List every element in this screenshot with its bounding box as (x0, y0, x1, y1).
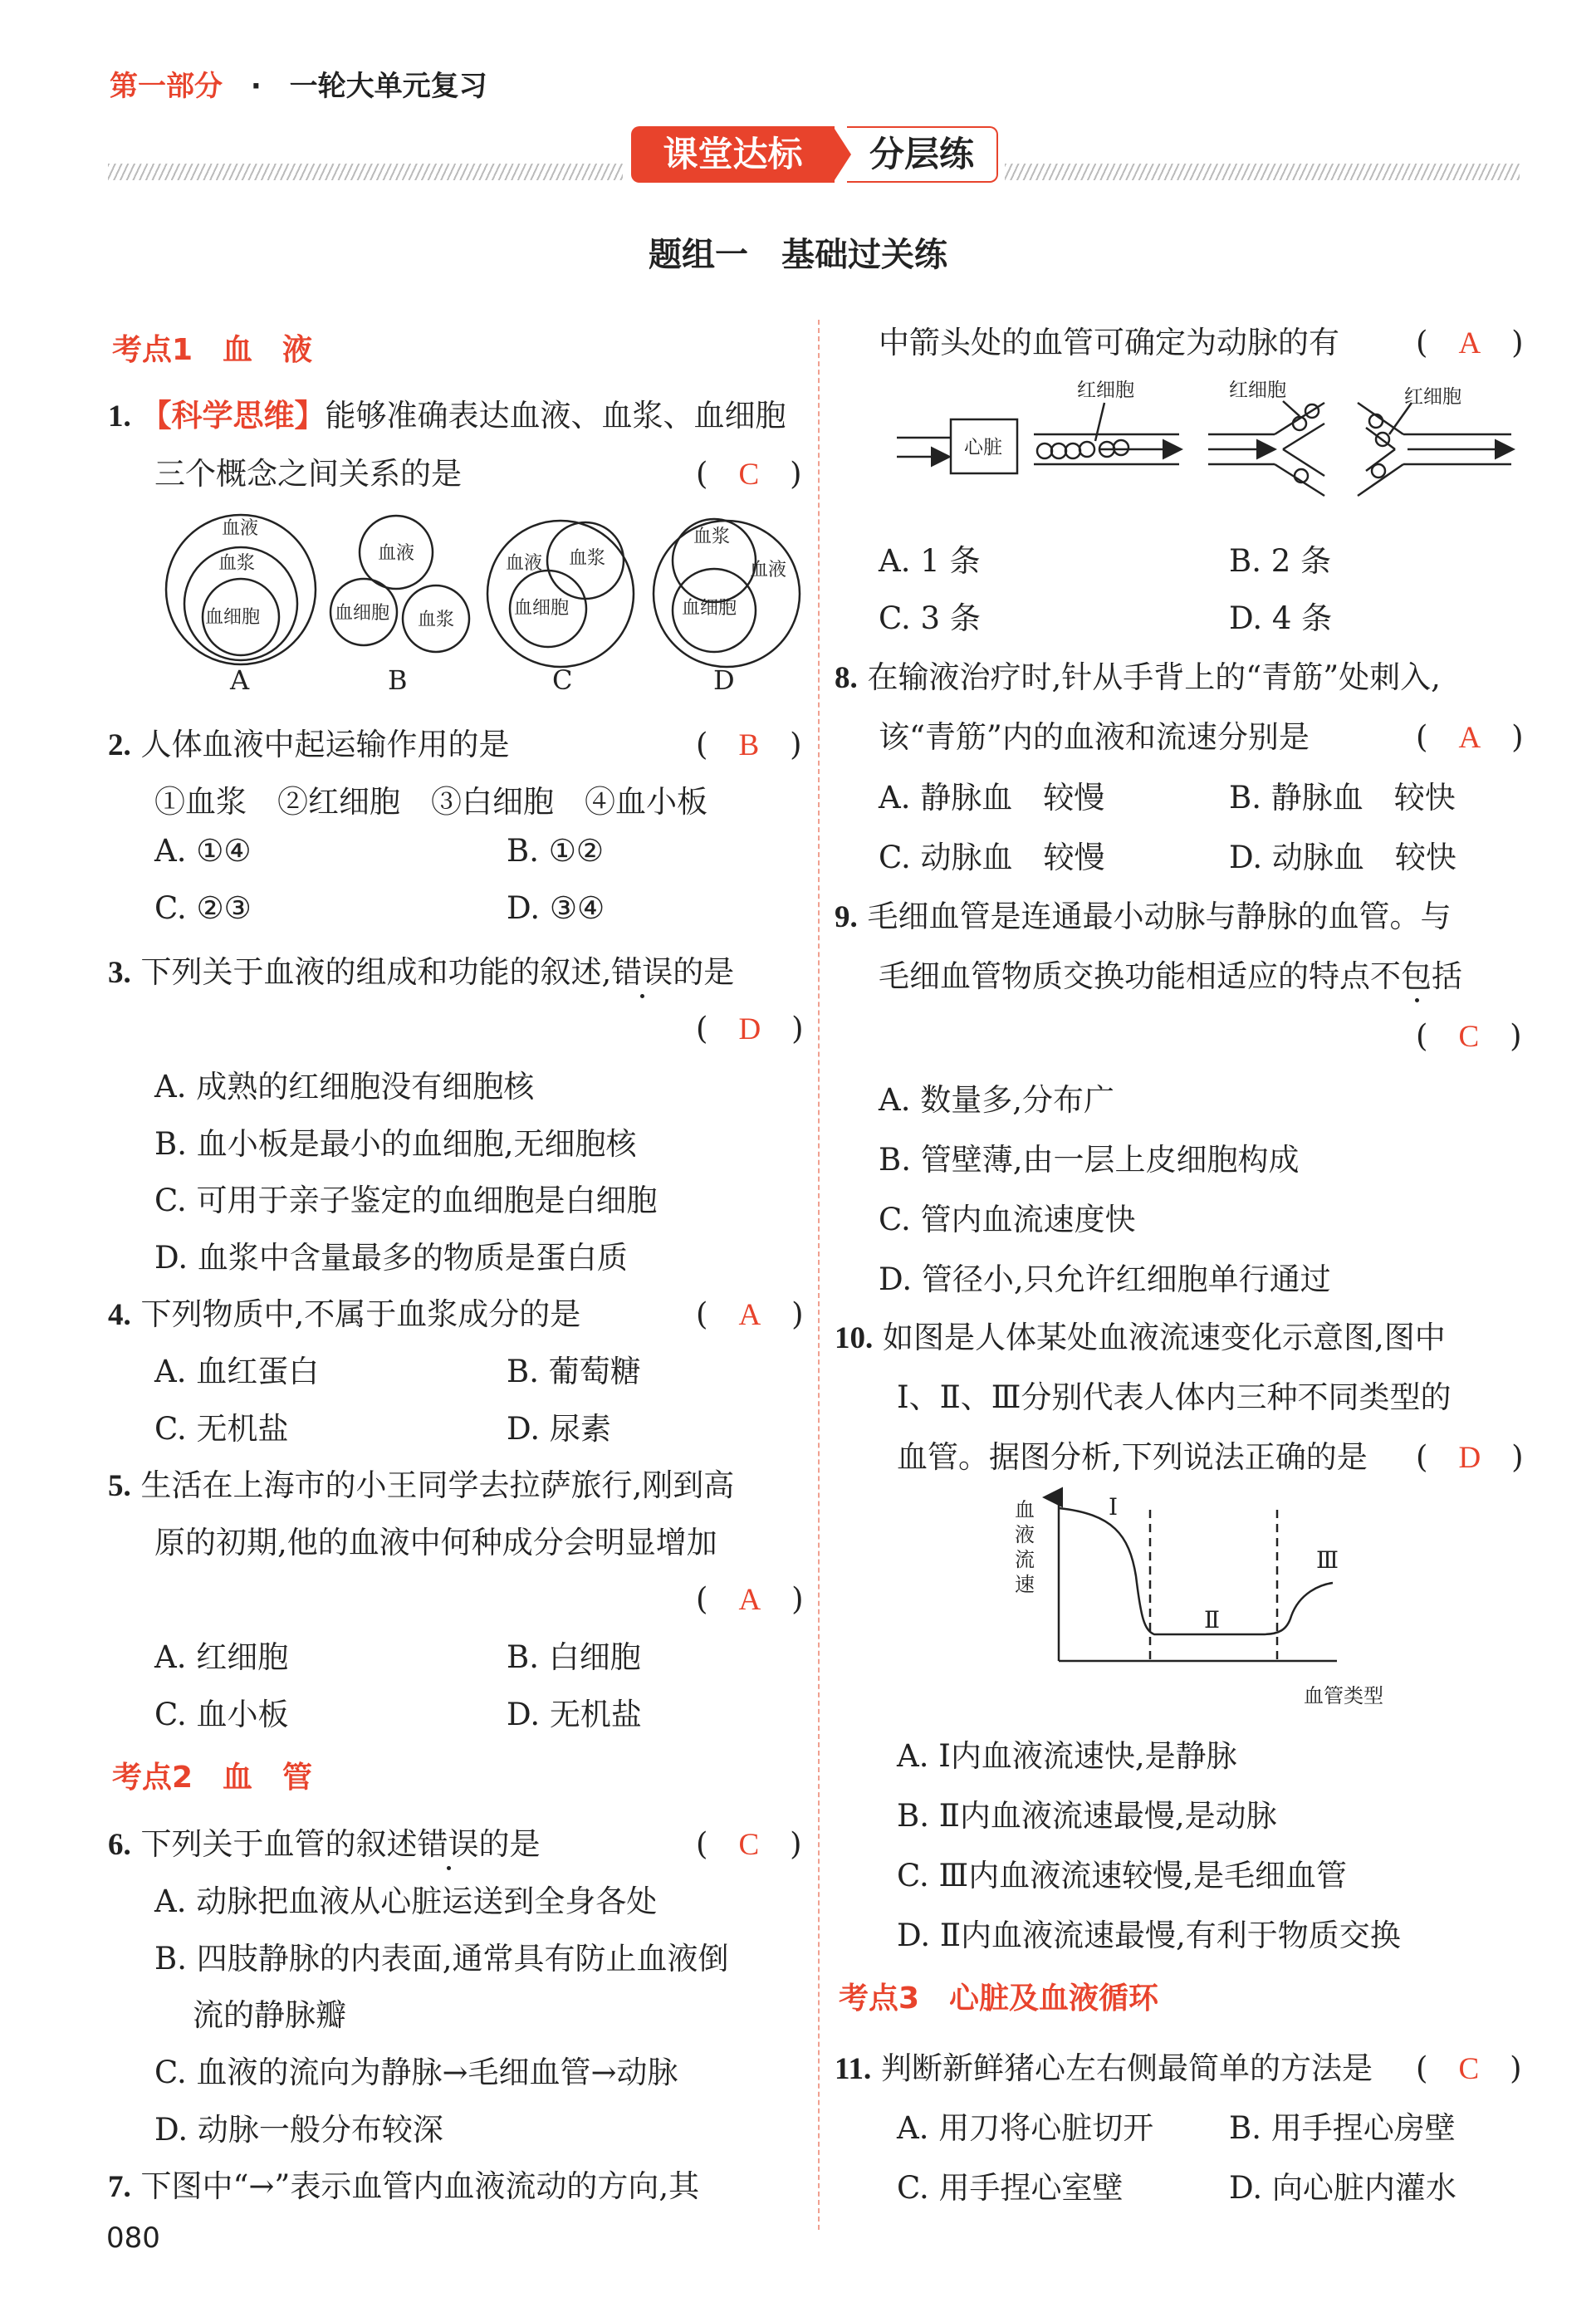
q10-line2: Ⅰ、Ⅱ、Ⅲ分别代表人体内三种不同类型的 (897, 1379, 1452, 1415)
venn-label-d: D (713, 664, 735, 696)
q4-option-a: A. 血红蛋白 (154, 1354, 320, 1389)
q2-option-b: B. ①② (507, 833, 605, 869)
q5-option-b: B. 白细胞 (507, 1639, 641, 1675)
q10-answer: ( D ) (1416, 1439, 1524, 1475)
q11-option-a: A. 用刀将心脏切开 (897, 2110, 1154, 2146)
q10-ylabel-1: 血 (1015, 1498, 1035, 1521)
q7-rbc-label-2: 红细胞 (1077, 380, 1134, 401)
q3-option-b: B. 血小板是最小的血细胞,无细胞核 (154, 1126, 637, 1162)
q5-option-d: D. 无机盐 (507, 1697, 642, 1732)
q7-vessel4-branch4 (1366, 449, 1395, 471)
q10-ylabel-2: 液 (1015, 1523, 1035, 1546)
q7-heart-label: 心脏 (964, 437, 1002, 458)
banner-hatch-left (108, 164, 623, 180)
q6-option-b: B. 四肢静脉的内表面,通常具有防止血液倒 (154, 1941, 729, 1977)
banner-left: 课堂达标 (631, 126, 835, 183)
venn-b-plasma: 血浆 (418, 610, 455, 630)
q2-stem: 2. 人体血液中起运输作用的是 (108, 727, 510, 762)
q6-option-b-cont: 流的静脉瓣 (193, 1997, 346, 2033)
q11-answer: ( C ) (1416, 2050, 1522, 2086)
q3-option-a: A. 成熟的红细胞没有细胞核 (154, 1069, 535, 1105)
q6-option-c: C. 血液的流向为静脉→毛细血管→动脉 (154, 2055, 678, 2090)
q5-line2: 原的初期,他的血液中何种成分会明显增加 (154, 1525, 717, 1560)
q10-seg-2: Ⅱ (1204, 1606, 1221, 1634)
venn-c-blood: 血液 (506, 553, 543, 574)
q5-option-c: C. 血小板 (154, 1697, 289, 1732)
venn-label-a: A (230, 664, 250, 696)
q7-line2: 中箭头处的血管可确定为动脉的有 (879, 325, 1339, 360)
q8-answer: ( A ) (1416, 719, 1524, 755)
q10-option-c: C. Ⅲ内血液流速较慢,是毛细血管 (897, 1858, 1347, 1893)
q6-stem: 6. 下列关于血管的叙述错误的是 (108, 1826, 541, 1862)
q8-option-c: C. 动脉血 较慢 (879, 840, 1105, 875)
q1-line2: 三个概念之间关系的是 (154, 456, 462, 492)
q7-rbc-label-3: 红细胞 (1229, 380, 1286, 401)
venn-d-blood: 血液 (750, 560, 787, 580)
q1-line1: 1. 【科学思维】能够准确表达血液、血浆、血细胞 (108, 398, 786, 434)
q8-line1: 8. 在输液治疗时,针从手背上的“青筋”处刺入, (835, 659, 1441, 695)
q3-option-c: C. 可用于亲子鉴定的血细胞是白细胞 (154, 1183, 658, 1218)
q3-option-d: D. 血浆中含量最多的物质是蛋白质 (154, 1240, 628, 1276)
q4-option-b: B. 葡萄糖 (507, 1354, 641, 1389)
q9-option-c: C. 管内血流速度快 (879, 1202, 1136, 1237)
q10-ylabel-4: 速 (1015, 1573, 1035, 1596)
q10-line3: 血管。据图分析,下列说法正确的是 (897, 1439, 1368, 1475)
q6-option-a: A. 动脉把血液从心脏运送到全身各处 (154, 1883, 658, 1919)
q4-stem: 4. 下列物质中,不属于血浆成分的是 (108, 1296, 581, 1332)
q4-option-d: D. 尿素 (507, 1411, 611, 1447)
kaodian-2: 考点2 血 管 (112, 1761, 313, 1795)
q5-line1: 5. 生活在上海市的小王同学去拉萨旅行,刚到高 (108, 1467, 735, 1503)
q1-venn-diagram (162, 502, 801, 698)
banner-hatch-right (1005, 164, 1520, 180)
q9-option-b: B. 管壁薄,由一层上皮细胞构成 (879, 1142, 1300, 1178)
venn-a-blood: 血液 (222, 518, 259, 539)
q7-vessel4-branch2 (1358, 464, 1403, 496)
q9-option-a: A. 数量多,分布广 (879, 1082, 1115, 1118)
q3-stem: 3. 下列关于血液的组成和功能的叙述,错误的是 (108, 954, 735, 990)
group-title: 题组一 基础过关练 (649, 236, 947, 274)
q2-answer: ( B ) (696, 727, 802, 762)
q9-answer: ( C ) (1416, 1018, 1522, 1054)
q4-option-c: C. 无机盐 (154, 1411, 289, 1447)
q2-items: ①血浆 ②红细胞 ③白细胞 ④血小板 (154, 784, 707, 820)
q9-line1: 9. 毛细血管是连通最小动脉与静脉的血管。与 (835, 899, 1452, 934)
q8-option-b: B. 静脉血 较快 (1229, 780, 1456, 816)
header-subtitle: 一轮大单元复习 (289, 70, 487, 103)
venn-c-cells: 血细胞 (514, 598, 570, 619)
q11-option-d: D. 向心脏内灌水 (1229, 2170, 1456, 2206)
q6-answer: ( C ) (696, 1826, 802, 1862)
q7-option-b: B. 2 条 (1229, 543, 1332, 579)
q8-option-a: A. 静脉血 较慢 (879, 780, 1105, 816)
q11-stem: 11. 判断新鲜猪心左右侧最简单的方法是 (835, 2050, 1373, 2086)
q10-xlabel: 血管类型 (1304, 1684, 1383, 1707)
q7-line1: 7. 下图中“→”表示血管内血液流动的方向,其 (108, 2168, 700, 2204)
venn-label-c: C (552, 664, 573, 696)
q5-option-a: A. 红细胞 (154, 1639, 289, 1675)
q9-option-d: D. 管径小,只允许红细胞单行通过 (879, 1261, 1331, 1297)
q8-option-d: D. 动脉血 较快 (1229, 840, 1456, 875)
q7-option-a: A. 1 条 (879, 543, 981, 579)
column-divider (818, 320, 820, 2230)
venn-a-cells: 血细胞 (205, 607, 261, 628)
q2-option-a: A. ①④ (154, 833, 252, 869)
page-number: 080 (106, 2221, 160, 2255)
q1-answer: ( C ) (696, 456, 802, 492)
q6-option-d: D. 动脉一般分布较深 (154, 2112, 443, 2148)
q10-option-b: B. Ⅱ内血液流速最慢,是动脉 (897, 1798, 1277, 1834)
q2-option-c: C. ②③ (154, 890, 252, 926)
venn-b-blood: 血液 (378, 543, 415, 564)
q11-option-b: B. 用手捏心房壁 (1229, 2110, 1456, 2146)
venn-label-b: B (388, 664, 408, 696)
kaodian-3: 考点3 心脏及血液循环 (839, 1981, 1159, 2016)
q10-flow-curve (1059, 1508, 1333, 1634)
q11-option-c: C. 用手捏心室壁 (897, 2170, 1124, 2206)
venn-d-plasma: 血浆 (693, 527, 731, 547)
q10-option-a: A. Ⅰ内血液流速快,是静脉 (897, 1738, 1237, 1774)
q3-answer: ( D ) (696, 1011, 804, 1046)
q7-answer: ( A ) (1416, 325, 1524, 360)
venn-c-plasma: 血浆 (569, 548, 606, 569)
venn-b-cells: 血细胞 (335, 603, 390, 624)
kaodian-1: 考点1 血 液 (112, 333, 313, 367)
banner-right: 分层练 (847, 126, 998, 183)
q10-ylabel-3: 流 (1015, 1548, 1035, 1571)
venn-a-plasma: 血浆 (218, 553, 256, 574)
q10-flow-graph (1005, 1485, 1420, 1709)
q7-rbc-label-4: 红细胞 (1404, 386, 1461, 408)
q4-answer: ( A ) (696, 1296, 804, 1332)
q7-vessel3-branch4 (1283, 449, 1324, 476)
header: 第一部分 · 一轮大单元复习 (110, 70, 487, 103)
q7-vessel4-branch1 (1358, 403, 1403, 434)
q5-answer: ( A ) (696, 1581, 804, 1617)
q2-option-d: D. ③④ (507, 890, 605, 926)
q10-seg-1: Ⅰ (1109, 1493, 1119, 1521)
q10-seg-3: Ⅲ (1316, 1546, 1339, 1574)
q7-option-d: D. 4 条 (1229, 600, 1333, 636)
venn-d-cells: 血细胞 (682, 598, 737, 619)
q10-line1: 10. 如图是人体某处血液流速变化示意图,图中 (835, 1320, 1446, 1355)
q9-line2: 毛细血管物质交换功能相适应的特点不包括 (879, 958, 1462, 994)
q7-rbc3-pointer (1283, 401, 1300, 416)
header-section: 第一部分 (110, 70, 223, 103)
q7-vessel-diagram (893, 378, 1524, 498)
q8-line2: 该“青筋”内的血液和流速分别是 (879, 719, 1310, 755)
q10-option-d: D. Ⅱ内血液流速最慢,有利于物质交换 (897, 1918, 1401, 1953)
q7-option-c: C. 3 条 (879, 600, 981, 636)
